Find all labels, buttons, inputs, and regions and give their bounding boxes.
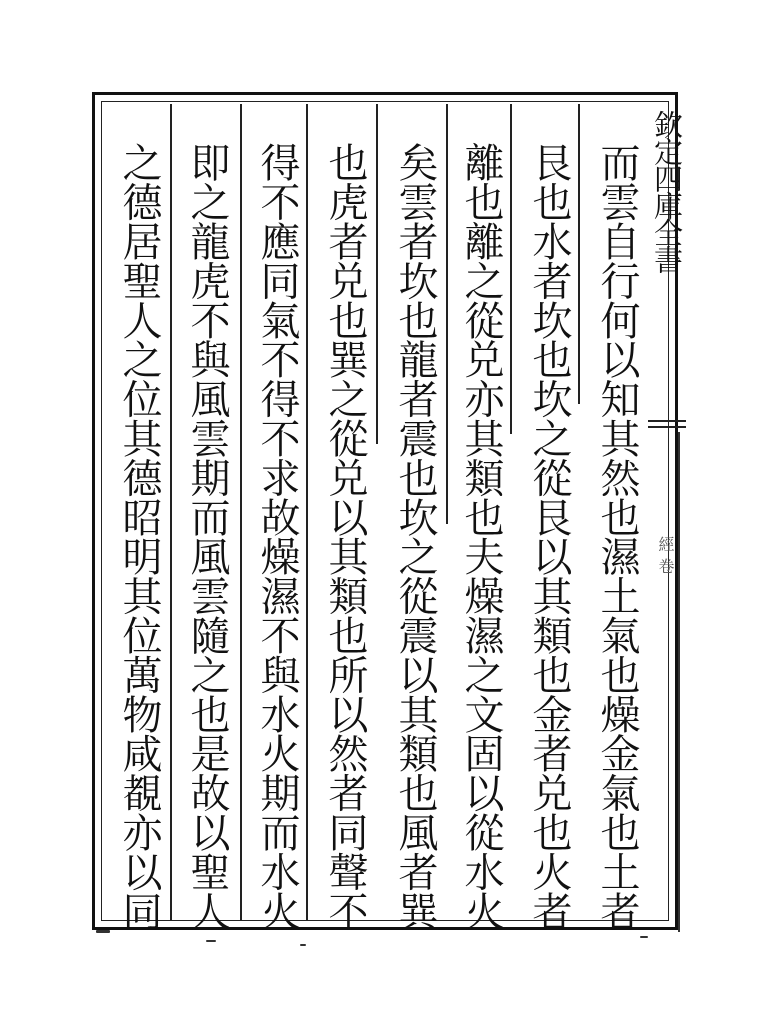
margin-scrap-text: 經卷 [656,536,675,580]
margin-rule [648,426,686,428]
scan-speck [96,930,110,933]
book-title: 欽定四庫全書 [650,110,684,272]
column-rule [376,104,378,444]
scan-speck [300,944,306,946]
text-column-7: 即之龍虎不與風雲期而風雲隨之也是故以聖人 [184,142,230,931]
scan-speck [206,940,216,942]
scan-speck [640,936,648,938]
text-column-5: 也虎者兑也巽之從兑以其類也所以然者同聲不 [322,142,368,931]
text-column-8: 之德居聖人之位其德昭明其位萬物咸覩亦以同 [116,142,162,931]
margin-rule [648,420,686,422]
text-column-6: 得不應同氣不得不求故燥濕不與水火期而水火 [254,142,300,931]
text-column-1: 而雲自行何以知其然也濕土氣也燥金氣也土者 [594,142,640,931]
text-column-2: 艮也水者坎也坎之從艮以其類也金者兑也火者 [526,142,572,931]
margin-line [678,432,680,932]
margin-column [648,96,684,928]
text-column-3: 離也離之從兑亦其類也夫燥濕之文固以從水火 [458,142,504,931]
column-rule [170,104,172,920]
column-rule [240,104,242,920]
text-column-4: 矣雲者坎也龍者震也坎之從震以其類也風者巽 [392,142,438,931]
column-rule [446,104,448,524]
